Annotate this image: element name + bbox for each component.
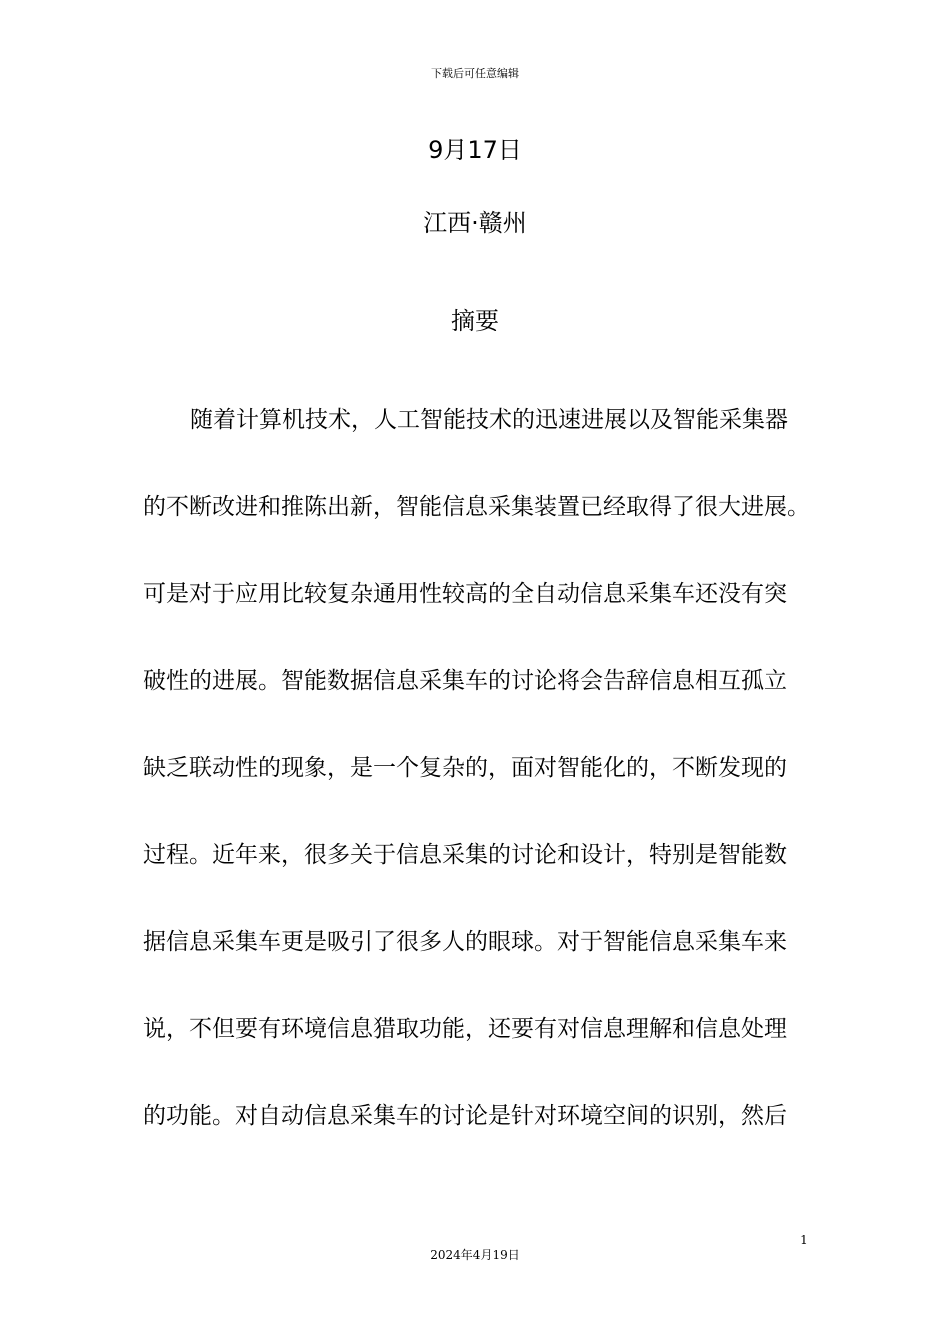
abstract-line: 说，不但要有环境信息猎取功能，还要有对信息理解和信息处理 <box>143 1016 787 1042</box>
abstract-line: 过程。近年来，很多关于信息采集的讨论和设计，特别是智能数 <box>143 842 787 868</box>
document-date: 9月17日 <box>428 136 522 164</box>
document-place: 江西·赣州 <box>423 209 527 237</box>
abstract-line: 缺乏联动性的现象，是一个复杂的，面对智能化的，不断发现的 <box>143 755 787 781</box>
abstract-line: 可是对于应用比较复杂通用性较高的全自动信息采集车还没有突 <box>143 581 787 607</box>
abstract-line: 的不断改进和推陈出新，智能信息采集装置已经取得了很大进展。 <box>143 494 810 520</box>
footer-date: 2024年4月19日 <box>430 1248 520 1262</box>
abstract-line: 破性的进展。智能数据信息采集车的讨论将会告辞信息相互孤立 <box>143 668 787 694</box>
page-number: 1 <box>800 1233 808 1247</box>
abstract-heading: 摘要 <box>451 307 499 335</box>
abstract-line: 随着计算机技术，人工智能技术的迅速进展以及智能采集器 <box>190 407 788 433</box>
abstract-line: 的功能。对自动信息采集车的讨论是针对环境空间的识别，然后 <box>143 1103 787 1129</box>
header-note: 下载后可任意编辑 <box>431 67 519 80</box>
abstract-line: 据信息采集车更是吸引了很多人的眼球。对于智能信息采集车来 <box>143 929 787 955</box>
